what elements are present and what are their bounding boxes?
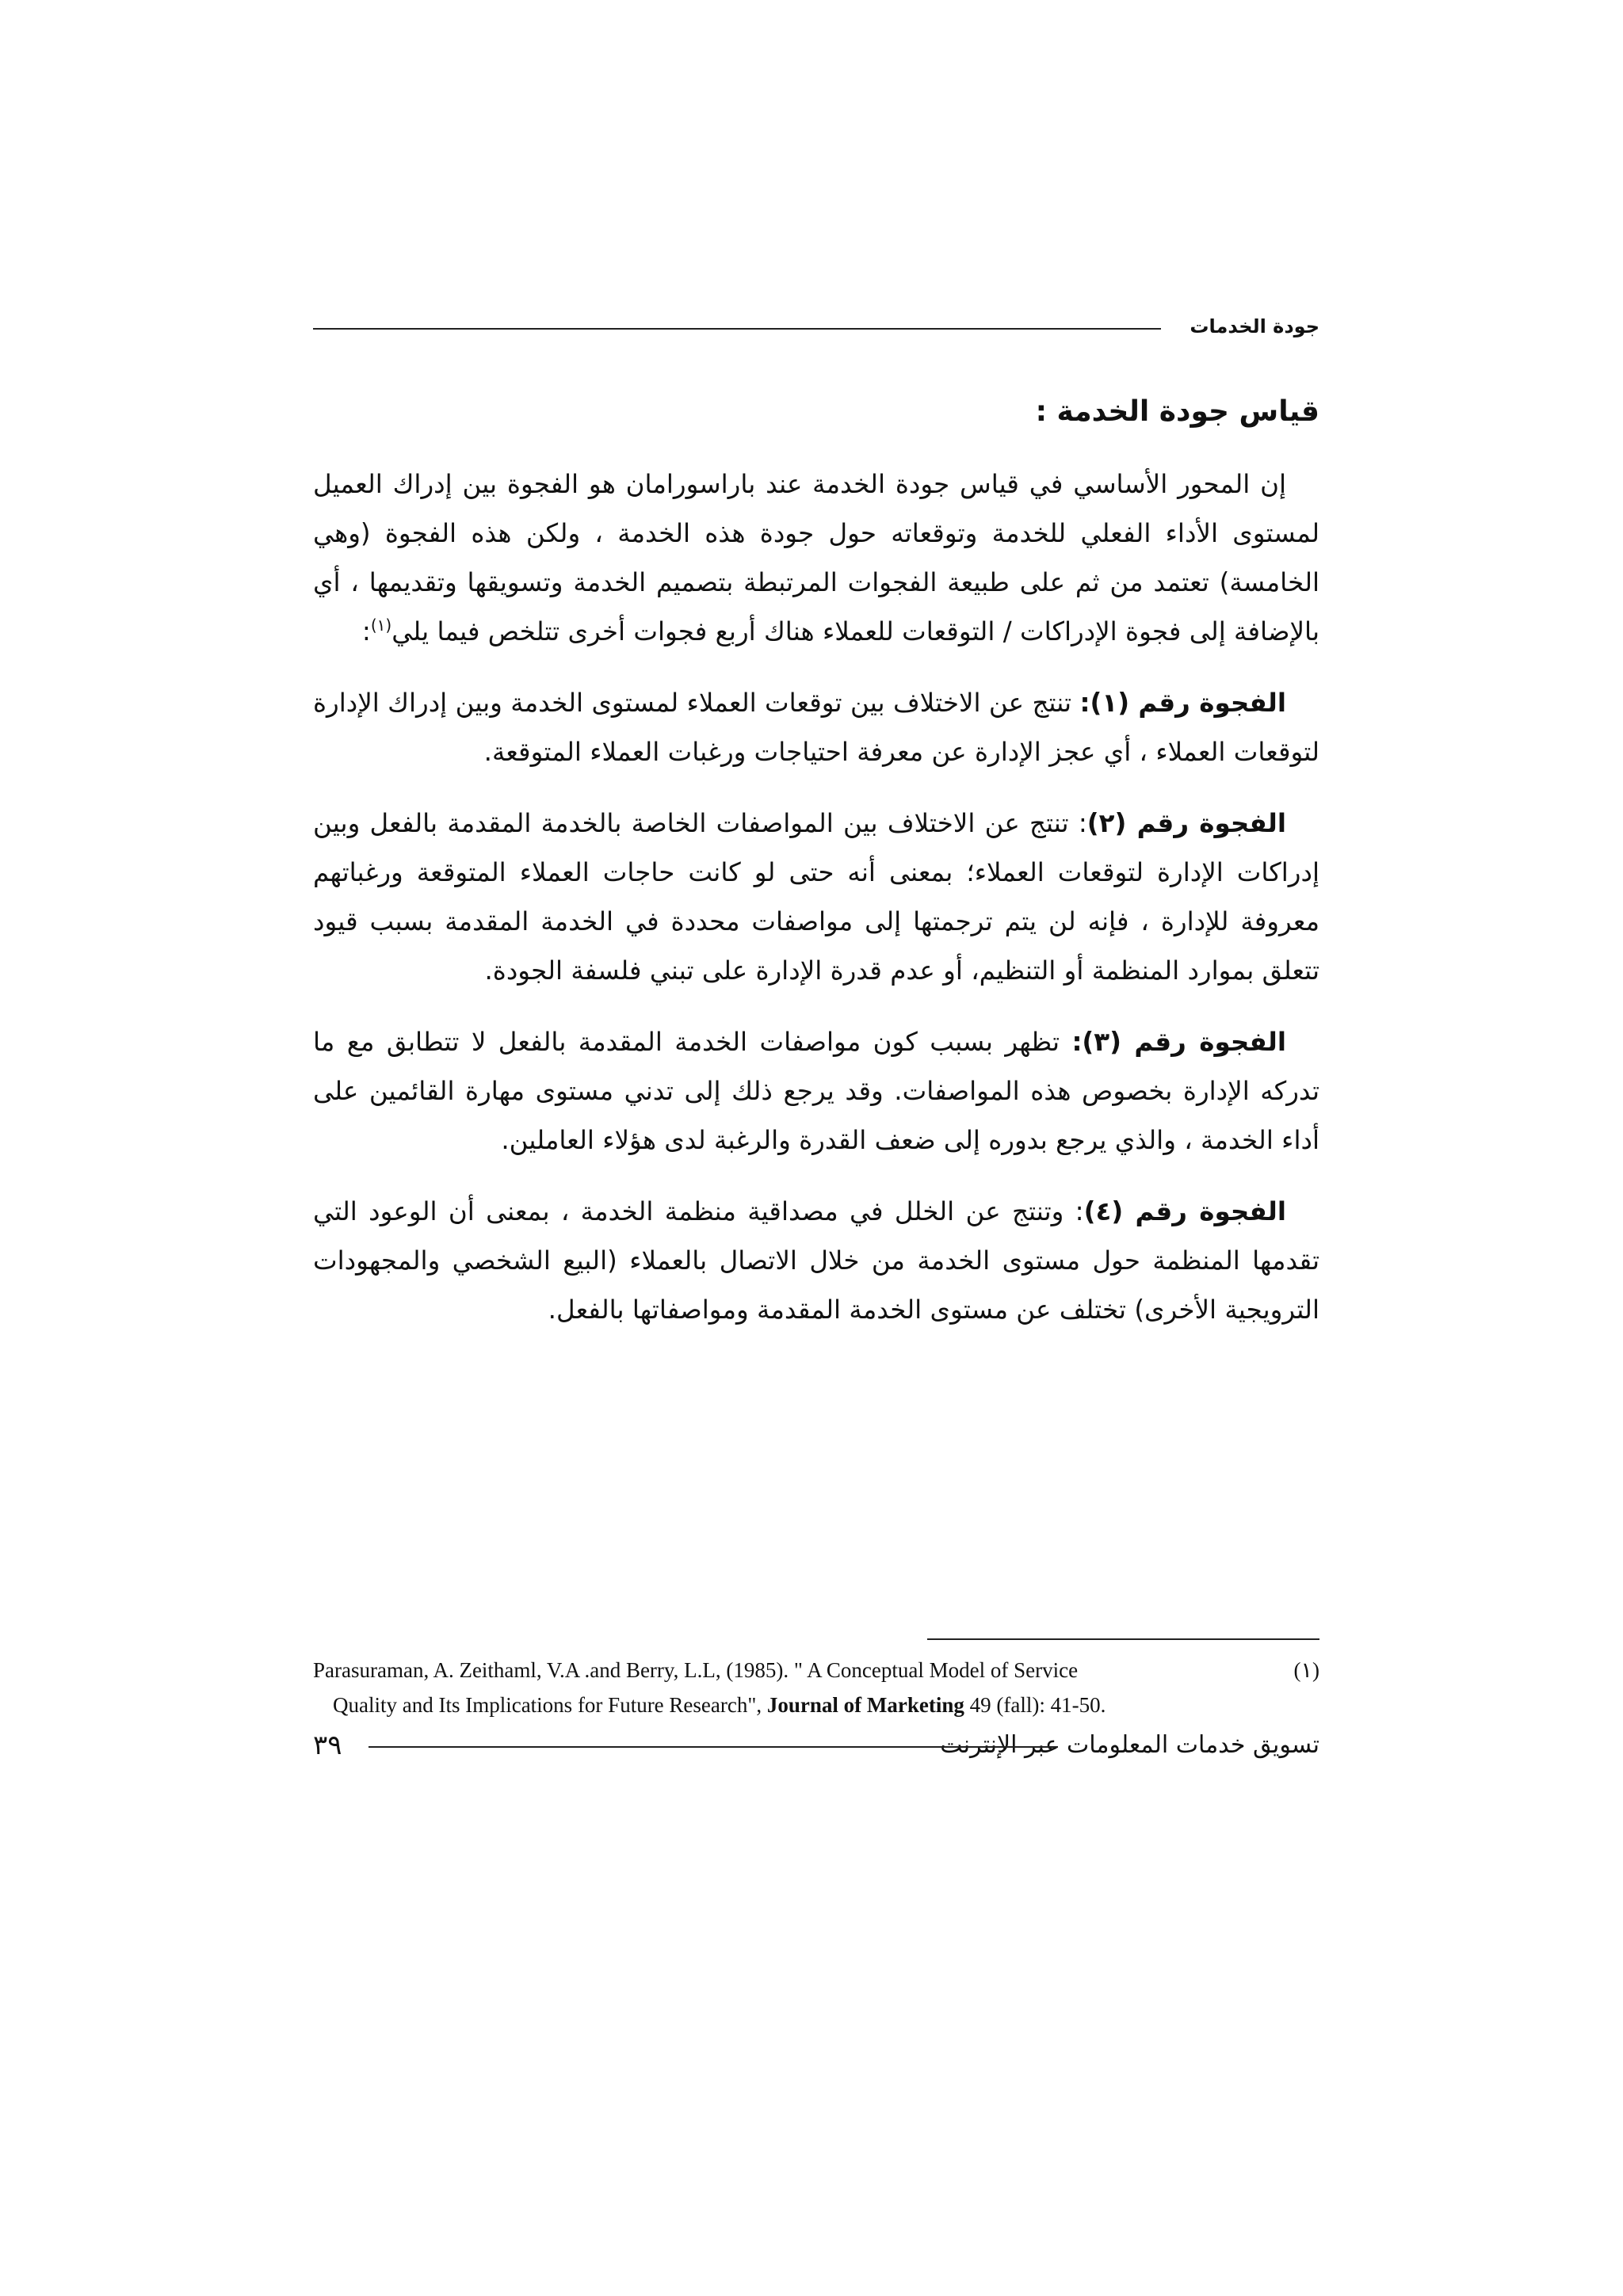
footnote-citation-continued: Quality and Its Implications for Future Research", <box>333 1693 767 1717</box>
footnote-citation-text: Parasuraman, A. Zeithaml, V.A .and Berry, L.L, (1985). " A Conceptual Model of Service <box>313 1658 1079 1682</box>
gap-label: الفجوة رقم (١): <box>1079 688 1286 718</box>
paragraph-text: تنتج عن الاختلاف بين توقعات العملاء لمستوى الخدمة وبين إدراك الإدارة لتوقعات العملاء ، أي عجز الإدارة عن معرفة احتياجات ورغبات العملاء المتوقعة. <box>313 688 1319 767</box>
page-number: ٣٩ <box>313 1730 342 1761</box>
footnote-ref[interactable]: (١) <box>370 616 392 635</box>
footer-rule <box>369 1746 1058 1748</box>
running-header <box>313 311 1319 342</box>
paragraph-tail: : <box>361 616 371 646</box>
paragraph-gap-3 <box>313 1017 1319 1165</box>
paragraph-gap-2 <box>313 799 1319 995</box>
footnote-rule <box>927 1638 1319 1640</box>
paragraph-text: : تنتج عن الاختلاف بين المواصفات الخاصة بالخدمة المقدمة بالفعل وبين إدراكات الإدارة لتوقعات العملاء؛ بمعنى أنه حتى لو كانت حاجات العملاء المتوقعة ورغباتهم معروفة للإدارة ، فإنه لن يتم ترجمتها إلى مواصفات محددة في الخدمة المقدمة بسبب قيود تتعلق بموارد المنظمة أو التنظيم، أو عدم قدرة الإدارة على تبني فلسفة الجودة. <box>313 808 1319 986</box>
gap-label: الفجوة رقم (٣): <box>1071 1027 1286 1057</box>
footnote-citation-end: 49 (fall): 41-50. <box>964 1693 1106 1717</box>
paragraph-text: : وتنتج عن الخلل في مصداقية منظمة الخدمة ، بمعنى أن الوعود التي تقدمها المنظمة حول مستوى الخدمة من خلال الاتصال بالعملاء (البيع الشخصي والمجهودات الترويجية الأخرى) تختلف عن مستوى الخدمة المقدمة ومواصفاتها بالفعل. <box>313 1196 1319 1325</box>
paragraph-text: تظهر بسبب كون مواصفات الخدمة المقدمة بالفعل لا تتطابق مع ما تدركه الإدارة بخصوص هذه المواصفات. وقد يرجع ذلك إلى تدني مستوى مهارة القائمين على أداء الخدمة ، والذي يرجع بدوره إلى ضعف القدرة والرغبة لدى هؤلاء العاملين. <box>313 1027 1319 1155</box>
header-rule <box>313 328 1161 330</box>
paragraph-gap-4 <box>313 1187 1319 1334</box>
gap-label: الفجوة رقم (٢) <box>1086 808 1286 838</box>
paragraph-text: إن المحور الأساسي في قياس جودة الخدمة عند باراسورامان هو الفجوة بين إدراك العميل لمستوى الأداء الفعلي للخدمة وتوقعاته حول جودة هذه الخدمة ، ولكن هذه الفجوة (وهي الخامسة) تعتمد من ثم على طبيعة الفجوات المرتبطة بتصميم الخدمة وتسويقها وتقديمها ، أي بالإضافة إلى فجوة الإدراكات / التوقعات للعملاء هناك أربع فجوات أخرى تتلخص فيما يلي <box>313 469 1319 646</box>
journal-name: Journal of Marketing <box>766 1693 964 1717</box>
footnote-line-2 <box>313 1688 1319 1722</box>
paragraph-gap-1 <box>313 678 1319 776</box>
footnote-number: (١) <box>1293 1658 1319 1682</box>
running-footer <box>313 1726 1319 1765</box>
main-content <box>313 388 1319 1356</box>
running-header-title: جودة الخدمات <box>1190 315 1319 338</box>
footnote-line-1 <box>313 1653 1319 1688</box>
book-title: تسويق خدمات المعلومات عبر الإنترنت <box>940 1731 1319 1759</box>
gap-label: الفجوة رقم (٤) <box>1083 1196 1286 1226</box>
section-title: قياس جودة الخدمة : <box>1035 395 1319 428</box>
footnote <box>313 1653 1319 1722</box>
paragraph-intro <box>313 460 1319 656</box>
